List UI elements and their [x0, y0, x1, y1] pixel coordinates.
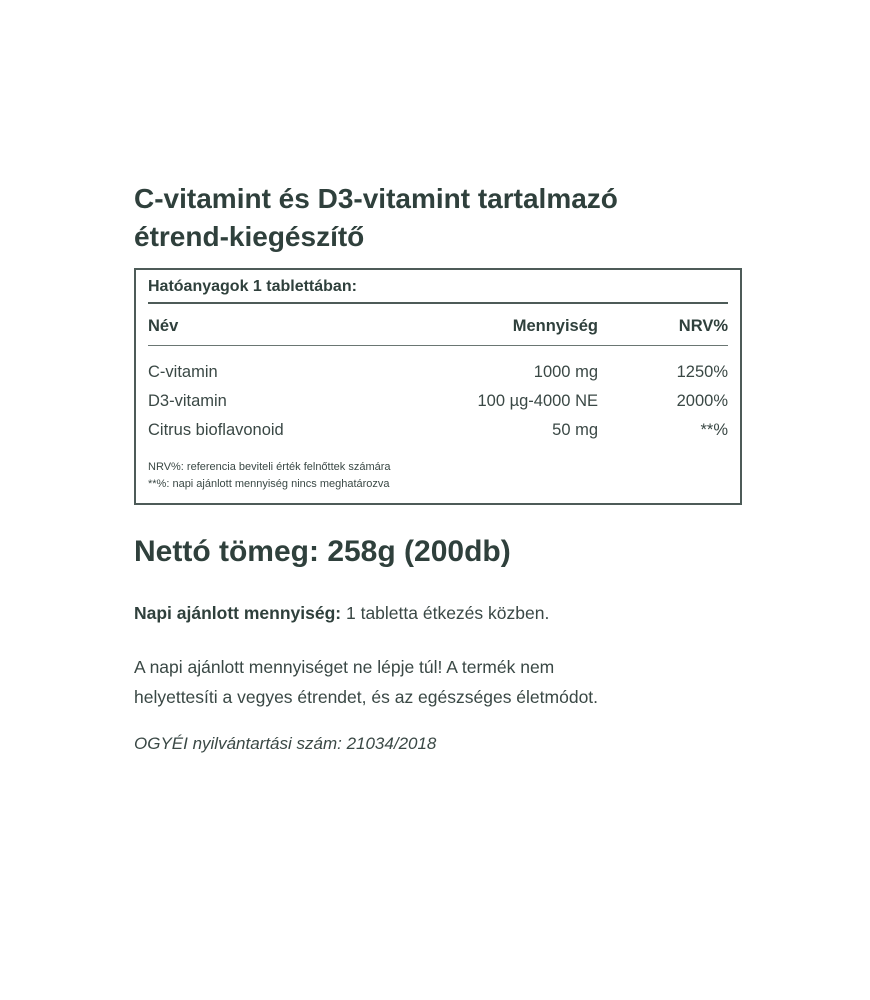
net-weight: Nettó tömeg: 258g (200db): [134, 535, 511, 568]
ingredient-nrv: 2000%: [676, 392, 728, 410]
product-title-line-2: étrend-kiegészítő: [134, 221, 365, 252]
product-title-line-1: C-vitamint és D3-vitamint tartalmazó: [134, 183, 618, 214]
table-footnotes: [148, 459, 728, 493]
column-header-name: Név: [148, 317, 179, 335]
warning-line-2: helyettesíti a vegyes étrendet, és az egészséges életmódot.: [134, 687, 599, 707]
daily-dose-value: 1 tabletta étkezés közben.: [341, 603, 550, 623]
ingredients-heading: Hatóanyagok 1 tablettában:: [148, 278, 728, 304]
ingredient-quantity: 1000 mg: [533, 363, 598, 381]
footnote-nrv: NRV%: referencia beviteli érték felnőttek számára: [148, 461, 391, 473]
table-header-row: [148, 304, 728, 346]
product-title: [134, 180, 742, 256]
column-header-quantity: Mennyiség: [512, 317, 598, 335]
column-header-nrv: NRV%: [678, 317, 728, 335]
ingredient-quantity: 100 µg-4000 NE: [477, 392, 598, 410]
table-row: [148, 358, 728, 387]
daily-dose: [134, 603, 742, 624]
ingredient-name: D3-vitamin: [148, 392, 227, 410]
warning-line-1: A napi ajánlott mennyiséget ne lépje túl! A termék nem: [134, 657, 555, 677]
table-body: [148, 346, 728, 445]
footnote-undefined: **%: napi ajánlott mennyiség nincs meghatározva: [148, 478, 390, 490]
ingredient-nrv: **%: [700, 421, 728, 439]
product-label: [134, 180, 742, 754]
ingredient-name: Citrus bioflavonoid: [148, 421, 284, 439]
daily-dose-label: Napi ajánlott mennyiség:: [134, 603, 342, 623]
registration-number: OGYÉI nyilvántartási szám: 21034/2018: [134, 734, 437, 753]
warning-text: [134, 652, 742, 712]
ingredient-quantity: 50 mg: [552, 421, 598, 439]
ingredients-table: [134, 268, 742, 505]
ingredient-nrv: 1250%: [676, 363, 728, 381]
ingredient-name: C-vitamin: [148, 363, 218, 381]
table-row: [148, 387, 728, 416]
table-row: [148, 416, 728, 445]
